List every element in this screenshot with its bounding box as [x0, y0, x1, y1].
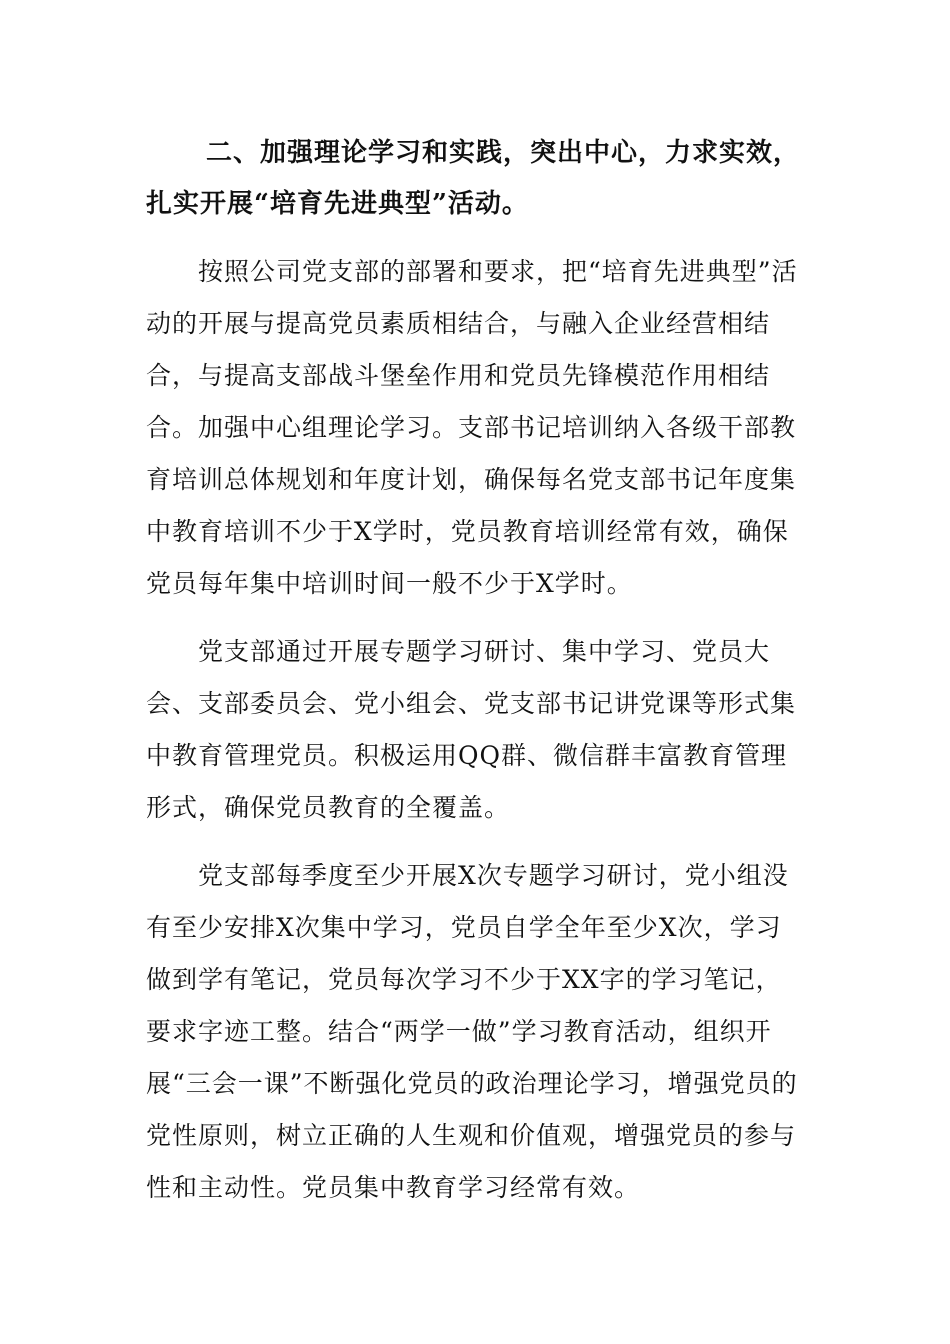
- paragraph-1: 按照公司党支部的部署和要求，把“培育先进典型”活动的开展与提高党员素质相结合，与融入企业经营相结合，与提高支部战斗堡垒作用和党员先锋模范作用相结合。加强中心组理论学习。支部书记培训纳入各级干部教育培训总体规划和年度计划，确保每名党支部书记年度集中教育培训不少于X学时，党员教育培训经常有效，确保党员每年集中培训时间一般不少于X学时。: [146, 257, 798, 598]
- paragraph-2: 党支部通过开展专题学习研讨、集中学习、党员大会、支部委员会、党小组会、党支部书记讲党课等形式集中教育管理党员。积极运用QQ群、微信群丰富教育管理形式，确保党员教育的全覆盖。: [146, 637, 797, 822]
- document-body: [146, 128, 806, 1230]
- paragraph-3: 党支部每季度至少开展X次专题学习研讨，党小组没有至少安排X次集中学习，党员自学全年至少X次，学习做到学有笔记，党员每次学习不少于XX字的学习笔记，要求字迹工整。结合“两学一做”学习教育活动，组织开展“三会一课”不断强化党员的政治理论学习，增强党员的党性原则，树立正确的人生观和价值观，增强党员的参与性和主动性。党员集中教育学习经常有效。: [146, 861, 798, 1202]
- section-heading: 二、加强理论学习和实践，突出中心，力求实效，扎实开展“培育先进典型”活动。: [146, 138, 801, 219]
